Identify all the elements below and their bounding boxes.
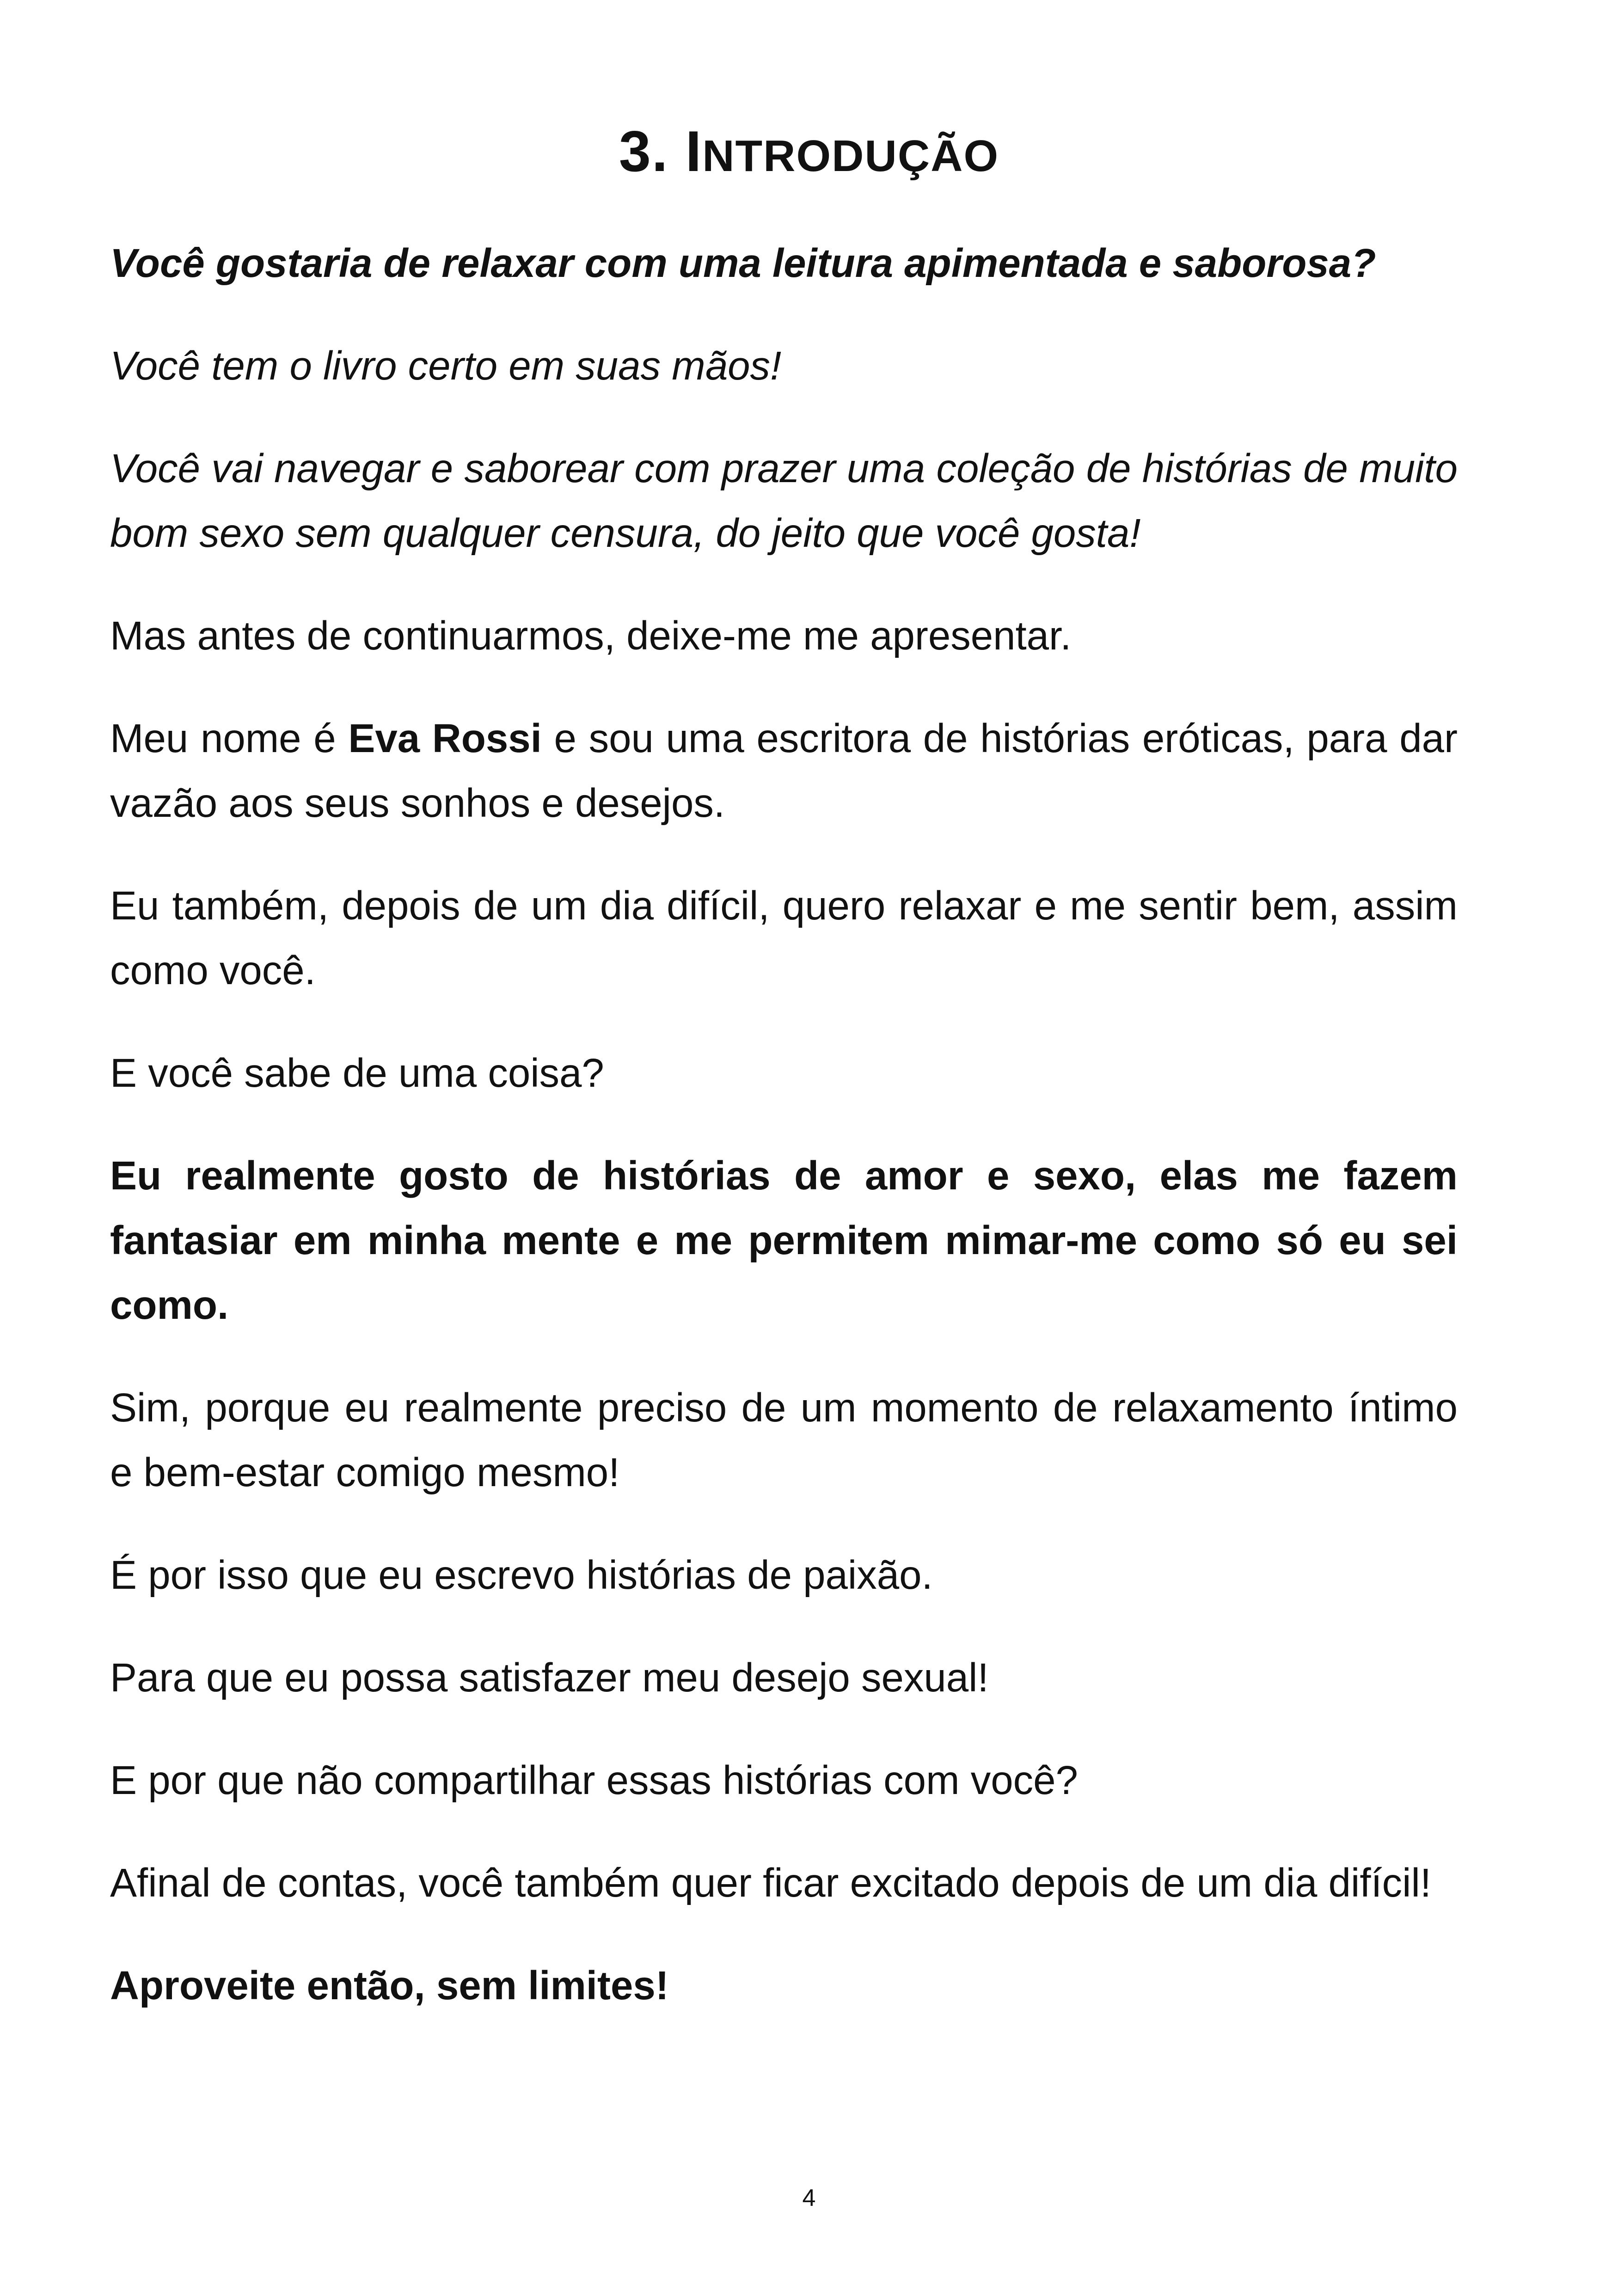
paragraph-intimate-moment: Sim, porque eu realmente preciso de um momento de relaxamento íntimo e bem-estar comigo mesmo! <box>110 1385 1458 1495</box>
author-intro-before: Meu nome é <box>110 716 349 761</box>
chapter-title-rest: NTRODUÇÃO <box>702 131 999 181</box>
paragraph-love-stories: Eu realmente gosto de histórias de amor e sexo, elas me fazem fantasiar em minha mente e me permitem mimar-me como só eu sei como. <box>110 1153 1458 1328</box>
paragraph-collection: Você vai navegar e saborear com prazer uma coleção de histórias de muito bom sexo sem qualquer censura, do jeito que você gosta! <box>110 446 1458 556</box>
paragraph-right-book: Você tem o livro certo em suas mãos! <box>110 343 782 388</box>
paragraph-enjoy: Aproveite então, sem limites! <box>110 1963 669 2008</box>
paragraph-author-intro <box>110 706 1458 836</box>
paragraph-share: E por que não compartilhar essas histórias com você? <box>110 1758 1078 1803</box>
chapter-number: 3. <box>619 120 669 184</box>
paragraph-satisfy: Para que eu possa satisfazer meu desejo sexual! <box>110 1655 989 1700</box>
paragraph-intro-question: Você gostaria de relaxar com uma leitura apimentada e saborosa? <box>110 241 1376 286</box>
paragraph-after-all: Afinal de contas, você também quer ficar excitado depois de um dia difícil! <box>110 1861 1432 1905</box>
paragraph-before-continue: Mas antes de continuarmos, deixe-me me apresentar. <box>110 613 1072 658</box>
chapter-title-initial: I <box>685 120 703 184</box>
chapter-heading <box>0 115 1618 193</box>
paragraph-why-write: É por isso que eu escrevo histórias de paixão. <box>110 1553 933 1598</box>
page-number: 4 <box>802 2185 816 2211</box>
paragraph-relax: Eu também, depois de um dia difícil, quero relaxar e me sentir bem, assim como você. <box>110 883 1458 993</box>
author-intro-after: e sou uma escritora de histórias eróticas, para dar vazão aos seus sonhos e desejos. <box>110 716 1458 826</box>
body-text <box>110 231 1458 2056</box>
author-name: Eva Rossi <box>348 716 542 761</box>
paragraph-question: E você sabe de uma coisa? <box>110 1051 604 1096</box>
